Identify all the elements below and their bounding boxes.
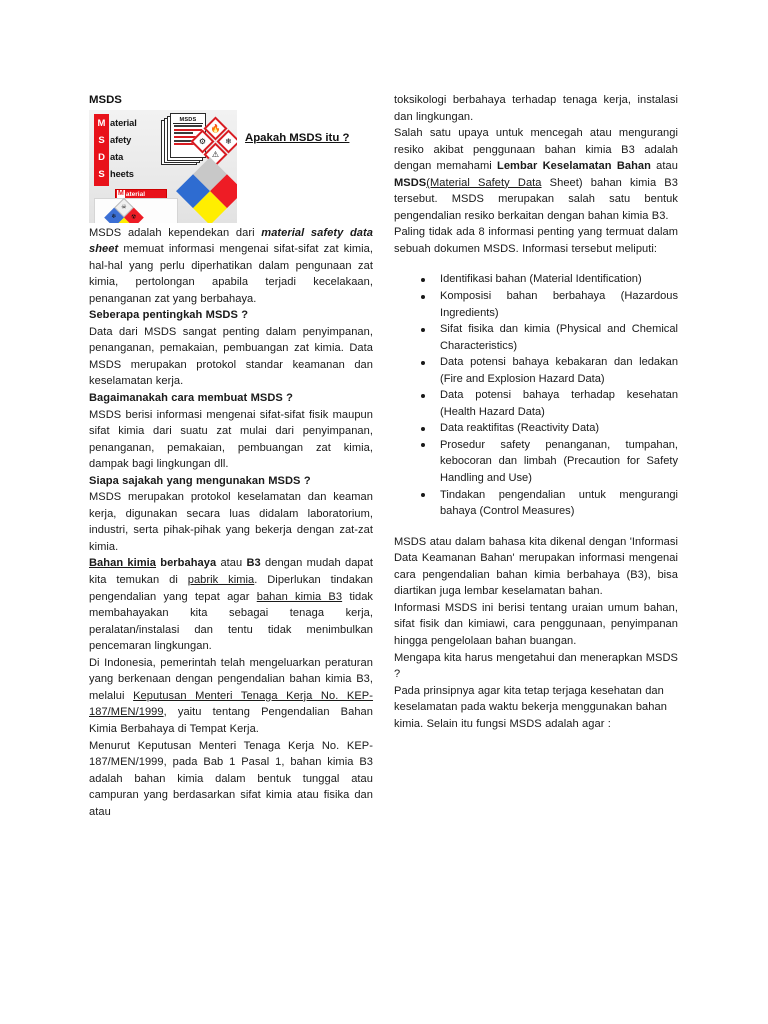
text-run-bahan-kimia: Bahan kimia [89,557,157,570]
list-item: Data potensi bahaya terhadap kesehatan (Health Hazard Data) [394,387,678,420]
material-tag-rest: aterial [125,190,145,198]
text-run: tidak membahayakan kita sebagai tenaga kerja, peralatan/instalasi dan tentu tidak menimbulkan pencemaran lingkungan. [89,590,374,653]
two-column-layout [89,92,678,820]
text-run: Salah satu upaya untuk mencegah atau mengurangi resiko akibat penggunaan bahan kimia B3 adalah dengan memahami [394,127,678,173]
environment-icon: ❄ [216,129,237,153]
acronym-letter-m: M [97,118,106,130]
text-run-msds: MSDS [394,176,427,189]
msds-acronym-bar [94,114,109,186]
nfpa-blue-quadrant: ❄ [104,207,124,222]
ghs-pictogram-cluster [193,120,237,166]
paragraph-prinsip-fungsi: Pada prinsipnya agar kita tetap terjaga kesehatan dan keselamatan pada waktu bekerja menggunakan bahan kimia. Selain itu fungsi MSDS adalah agar : [394,684,667,730]
nfpa-diamond-large [173,157,237,223]
paragraph-seberapa-penting: Data dari MSDS sangat penting dalam penyimpanan, penanganan, pemakaian, pembuangan zat kimia. Data MSDS merupakan protokol standar keamanan dan keselamatan kerja. [89,325,373,388]
right-column [394,92,678,820]
text-run-b3: B3 [246,557,261,570]
corrosion-icon: ⚙ [190,129,214,153]
text-run-keputusan-menteri: Keputusan Menteri Tenaga Kerja No. KEP-187/MEN/1999 [89,689,374,719]
material-tag-initial: M [118,190,124,198]
list-item: Sifat fisika dan kimia (Physical and Chemical Characteristics) [394,321,678,354]
text-run: dengan mudah dapat kita temukan di [89,557,373,587]
paragraph-bahan-kimia-b3 [89,555,373,654]
text-run: memuat informasi mengenai sifat-sifat zat kimia, hal-hal yang perlu diperhatikan dalam pengunaan zat kimia, pertolongan apabila terjadi kecelakaan, penanganan zat yang berbahaya. [89,243,373,305]
paragraph-delapan-informasi: Paling tidak ada 8 informasi penting yang termuat dalam sebuah dokumen MSDS. Informasi tersebut meliputi: [394,226,678,255]
acronym-word-safety: afety [110,135,132,146]
exclamation-icon: ⚠ [203,142,227,166]
sheet-label: MSDS [173,116,203,124]
paragraph-informasi-data-keamanan: MSDS atau dalam bahasa kita dikenal dengan 'Informasi Data Keamanan Bahan' merupakan informasi mengenai cara pengendalian bahan kimia berbahaya (B3), bisa diartikan juga lembar keselamatan bahan. [394,535,678,598]
text-run: atau [650,160,678,173]
text-run: . Diperlukan tindakan pengendalian yang tepat agar [89,574,373,603]
acronym-word-data: ata [110,152,124,163]
heading-siapa-mengunakan: Siapa sajakah yang mengunakan MSDS ? [89,474,311,487]
msds-information-list [394,271,678,519]
list-item: Prosedur safety penanganan, tumpahan, kebocoran dan limbah (Precaution for Safety Handling and Use) [394,437,678,487]
acronym-word-sheets: heets [110,169,134,180]
nfpa-white-quadrant: ☠ [114,197,134,217]
list-item: Identifikasi bahan (Material Identification) [394,271,678,288]
paragraph-isi-msds: Informasi MSDS ini berisi tentang uraian umum bahan, sifat fisik dan kimiawi, cara penggunaan, penyimpanan hingga pengelolaan bahan buangan. [394,601,678,647]
text-run: Di Indonesia, pemerintah telah mengeluarkan peraturan yang berkenaan dengan pengendalian bahan kimia B3, melalui [89,656,373,702]
msds-illustration [89,110,237,223]
sheet-line [174,132,193,134]
paragraph-peraturan-indonesia [89,655,373,738]
text-run-pabrik-kimia: pabrik kimia [187,574,255,587]
flame-icon: 🔥 [203,116,227,140]
text-run: atau [216,557,247,570]
acronym-word-material: aterial [110,118,137,129]
paragraph-upaya-mencegah [394,125,678,224]
text-run-berbahaya: berbahaya [156,557,217,570]
text-run-lembar-keselamatan: Lembar Keselamatan Bahan [497,160,651,173]
heading-seberapa-penting: Seberapa pentingkah MSDS ? [89,309,249,322]
paragraph-definition [89,225,373,308]
left-column [89,92,373,820]
list-item: Komposisi bahan berbahaya (Hazardous Ingredients) [394,288,678,321]
acronym-letter-s1: S [98,135,105,147]
heading-bagaimana-membuat: Bagaimanakah cara membuat MSDS ? [89,392,294,405]
figure-row [89,110,373,223]
paragraph-bagaimana-membuat: MSDS berisi informasi mengenai sifat-sifat fisik maupun sifat kimia dari suatu zat mulai dari penyimpanan, penanganan, pemakaian, pembuangan zat kimia, dampak bagi lingkungan dll. [89,408,373,471]
text-run: Sheet) bahan kimia B3 tersebut. MSDS merupakan salah satu bentuk pengendalian resiko berkaitan dengan bahan kimia B3. [394,176,678,222]
nfpa-red-quadrant: ☢ [124,207,144,222]
paragraph-definisi-b3: Menurut Keputusan Menteri Tenaga Kerja No. KEP-187/MEN/1999, pada Bab 1 Pasal 1, bahan kimia B3 adalah bahan kimia dalam bentuk tunggal atau campuran yang berdasarkan sifat kimia atau fisika dan atau [89,739,373,818]
spacer [394,520,678,534]
list-item: Tindakan pengendalian untuk mengurangi bahaya (Control Measures) [394,487,678,520]
paragraph-siapa-mengunakan: MSDS merupakan protokol keselamatan dan keaman kerja, digunakan secara luas didalam laboratorium, industri, serta pihak-pihak yang bekerja dengan zat-zat kimia. [89,491,373,553]
paragraph-mengapa-mengetahui: Mengapa kita harus mengetahui dan menerapkan MSDS ? [394,651,678,681]
list-item: Data reaktifitas (Reactivity Data) [394,420,678,437]
figure-headline: Apakah MSDS itu ? [245,131,350,144]
list-item: Data potensi bahaya kebakaran dan ledakan (Fire and Explosion Hazard Data) [394,354,678,387]
text-run-material-safety-data: (Material Safety Data [426,176,542,189]
page-title: MSDS [89,94,122,106]
text-run-emphasis: material safety data sheet [89,226,373,256]
acronym-letter-s2: S [98,169,105,181]
text-run: MSDS adalah kependekan dari [89,226,262,239]
text-run: , yaitu tentang Pengendalian Bahan Kimia Berbahaya di Tempat Kerja. [89,706,373,735]
paragraph-toksikologi: toksikologi berbahaya terhadap tenaga kerja, instalasi dan lingkungan. [394,94,678,123]
acronym-letter-d: D [98,152,105,164]
text-run-bahan-kimia-b3: bahan kimia B3 [256,590,343,603]
